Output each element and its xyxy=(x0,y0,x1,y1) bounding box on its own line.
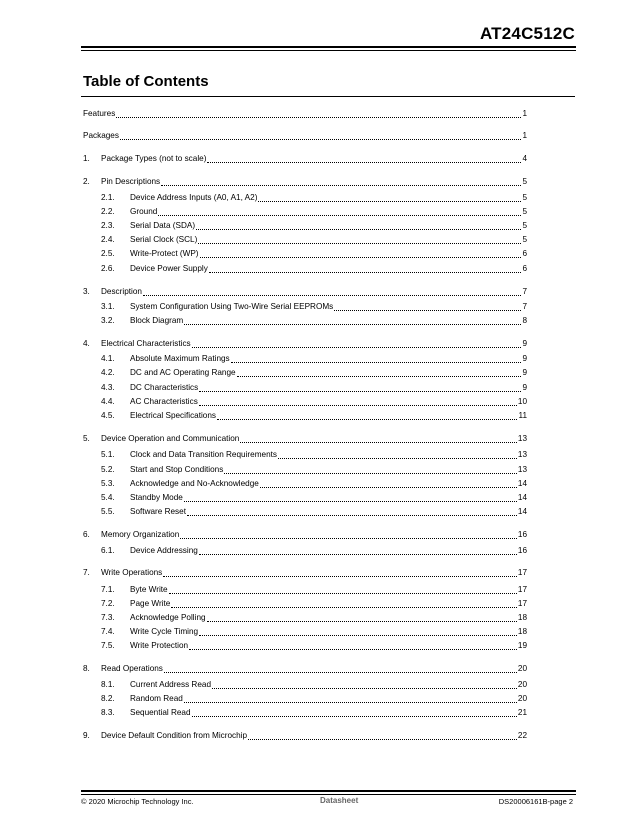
toc-entry[interactable] xyxy=(83,152,527,164)
toc-leader-dots xyxy=(199,405,517,406)
toc-entry-number: 8. xyxy=(83,664,90,673)
toc-entry-number: 5.4. xyxy=(101,493,115,502)
toc-leader-dots xyxy=(163,576,517,577)
toc-entry-page: 13 xyxy=(517,450,527,459)
toc-entry-page: 21 xyxy=(517,708,527,717)
toc-entry[interactable] xyxy=(83,205,527,217)
toc-leader-dots xyxy=(158,215,521,216)
toc-entry-title: Electrical Characteristics xyxy=(101,339,191,348)
toc-entry-number: 3.1. xyxy=(101,302,115,311)
toc-entry[interactable] xyxy=(83,566,527,578)
toc-entry-number: 4.4. xyxy=(101,397,115,406)
toc-entry[interactable] xyxy=(83,491,527,503)
toc-entry-number: 2.2. xyxy=(101,207,115,216)
toc-leader-dots xyxy=(217,419,517,420)
toc-leader-dots xyxy=(187,515,517,516)
toc-entry-page: 14 xyxy=(517,479,527,488)
footer-doc-type: Datasheet xyxy=(320,796,359,805)
toc-entry[interactable] xyxy=(83,729,527,741)
toc-leader-dots xyxy=(258,201,521,202)
doc-title: AT24C512C xyxy=(479,24,575,43)
toc-entry-title: Absolute Maximum Ratings xyxy=(130,354,230,363)
toc-entry-title: Pin Descriptions xyxy=(101,177,161,186)
toc-entry[interactable] xyxy=(83,409,527,421)
toc-entry-number: 5.3. xyxy=(101,479,115,488)
toc-entry-number: 3.2. xyxy=(101,316,115,325)
toc-entry-number: 4.3. xyxy=(101,383,115,392)
toc-leader-dots xyxy=(237,376,521,377)
toc-entry[interactable] xyxy=(83,597,527,609)
toc-entry[interactable] xyxy=(83,463,527,475)
toc-leader-dots xyxy=(199,635,517,636)
toc-leader-dots xyxy=(120,139,521,140)
toc-entry[interactable] xyxy=(83,191,527,203)
toc-entry-page: 9 xyxy=(522,339,527,348)
toc-entry[interactable] xyxy=(83,285,527,297)
toc-leader-dots xyxy=(212,688,517,689)
toc-entry-title: Standby Mode xyxy=(130,493,183,502)
toc-entry-page: 8 xyxy=(522,316,527,325)
toc-entry-page: 20 xyxy=(517,680,527,689)
toc-entry-title: Software Reset xyxy=(130,507,186,516)
toc-entry-page: 22 xyxy=(517,731,527,740)
toc-entry-title: Write Operations xyxy=(101,568,163,577)
toc-entry-page: 5 xyxy=(522,221,527,230)
toc-entry-number: 6. xyxy=(83,530,90,539)
toc-entry-title: Device Addressing xyxy=(130,546,198,555)
toc-entry-title: Clock and Data Transition Requirements xyxy=(130,450,277,459)
toc-entry-title: Start and Stop Conditions xyxy=(130,465,224,474)
toc-entry-number: 5.2. xyxy=(101,465,115,474)
toc-entry[interactable] xyxy=(83,477,527,489)
toc-entry[interactable] xyxy=(83,175,527,187)
toc-entry-title: Description xyxy=(101,287,142,296)
toc-entry-number: 3. xyxy=(83,287,90,296)
toc-entry-number: 2.5. xyxy=(101,249,115,258)
toc-entry-number: 7.3. xyxy=(101,613,115,622)
toc-entry-page: 5 xyxy=(522,177,527,186)
toc-entry-number: 7. xyxy=(83,568,90,577)
toc-entry-page: 9 xyxy=(522,383,527,392)
toc-entry-title: Acknowledge Polling xyxy=(130,613,206,622)
toc-entry-page: 16 xyxy=(517,546,527,555)
toc-entry-page: 6 xyxy=(522,264,527,273)
toc-entry-title: Current Address Read xyxy=(130,680,212,689)
toc-entry-page: 17 xyxy=(517,599,527,608)
toc-entry-number: 8.1. xyxy=(101,680,115,689)
toc-entry-title: System Configuration Using Two-Wire Serial EEPROMs xyxy=(130,302,334,311)
toc-leader-dots xyxy=(143,295,521,296)
toc-entry-page: 1 xyxy=(522,109,527,118)
toc-entry-number: 7.4. xyxy=(101,627,115,636)
toc-entry-number: 8.2. xyxy=(101,694,115,703)
toc-entry-title: Write-Protect (WP) xyxy=(130,249,199,258)
toc-entry[interactable] xyxy=(83,247,527,259)
toc-entry-number: 2.4. xyxy=(101,235,115,244)
toc-entry[interactable] xyxy=(83,300,527,312)
toc-entry[interactable] xyxy=(83,219,527,231)
toc-entry-page: 5 xyxy=(522,193,527,202)
toc-entry-page: 20 xyxy=(517,664,527,673)
toc-entry-title: Package Types (not to scale) xyxy=(101,154,207,163)
toc-entry-number: 9. xyxy=(83,731,90,740)
toc-entry-number: 7.2. xyxy=(101,599,115,608)
toc-entry-number: 5. xyxy=(83,434,90,443)
toc-leader-dots xyxy=(248,739,517,740)
toc-entry-title: Read Operations xyxy=(101,664,163,673)
toc-entry[interactable] xyxy=(83,381,527,393)
toc-leader-dots xyxy=(209,272,521,273)
toc-entry-page: 18 xyxy=(517,613,527,622)
toc-entry-title: Device Default Condition from Microchip xyxy=(101,731,248,740)
toc-leader-dots xyxy=(240,442,517,443)
toc-entry-number: 2.6. xyxy=(101,264,115,273)
toc-entry[interactable] xyxy=(83,395,527,407)
toc-leader-dots xyxy=(192,716,517,717)
toc-entry-page: 11 xyxy=(518,411,527,420)
toc-entry[interactable] xyxy=(83,129,527,141)
footer-copyright: © 2020 Microchip Technology Inc. xyxy=(81,797,194,806)
toc-entry-title: Packages xyxy=(83,131,119,140)
toc-entry-page: 18 xyxy=(517,627,527,636)
toc-entry[interactable] xyxy=(83,432,527,444)
toc-entry-title: Write Protection xyxy=(130,641,189,650)
toc-entry-title: Byte Write xyxy=(130,585,168,594)
toc-entry-number: 4. xyxy=(83,339,90,348)
toc-entry-page: 19 xyxy=(517,641,527,650)
toc-entry[interactable] xyxy=(83,706,527,718)
toc-entry-title: Sequential Read xyxy=(130,708,191,717)
toc-entry[interactable] xyxy=(83,233,527,245)
toc-entry-page: 13 xyxy=(517,434,527,443)
toc-entry-number: 6.1. xyxy=(101,546,115,555)
toc-entry-title: Serial Data (SDA) xyxy=(130,221,196,230)
footer-page-ref: DS20006161B-page 2 xyxy=(498,797,573,806)
toc-entry[interactable] xyxy=(83,107,527,119)
toc-leader-dots xyxy=(164,672,517,673)
toc-leader-dots xyxy=(184,702,517,703)
toc-leader-dots xyxy=(184,324,521,325)
toc-leader-dots xyxy=(192,347,521,348)
toc-leader-dots xyxy=(184,501,517,502)
footer-rule-thin xyxy=(81,794,576,795)
toc-entry-number: 4.1. xyxy=(101,354,115,363)
toc-leader-dots xyxy=(224,473,517,474)
toc-leader-dots xyxy=(199,554,517,555)
toc-entry-number: 2.1. xyxy=(101,193,115,202)
toc-entry-page: 17 xyxy=(517,568,527,577)
toc-entry-number: 2.3. xyxy=(101,221,115,230)
toc-entry[interactable] xyxy=(83,678,527,690)
toc-entry-number: 5.5. xyxy=(101,507,115,516)
toc-entry[interactable] xyxy=(83,692,527,704)
toc-entry-page: 1 xyxy=(522,131,527,140)
toc-entry-title: Acknowledge and No-Acknowledge xyxy=(130,479,259,488)
toc-entry-page: 9 xyxy=(522,368,527,377)
toc-leader-dots xyxy=(231,362,521,363)
toc-entry[interactable] xyxy=(83,448,527,460)
toc-leader-dots xyxy=(199,391,521,392)
toc-entry[interactable] xyxy=(83,662,527,674)
toc-entry-page: 9 xyxy=(522,354,527,363)
toc-entry-page: 6 xyxy=(522,249,527,258)
toc-entry[interactable] xyxy=(83,314,527,326)
toc-entry-number: 2. xyxy=(83,177,90,186)
toc-leader-dots xyxy=(198,243,521,244)
toc-entry[interactable] xyxy=(83,625,527,637)
toc-entry-title: Serial Clock (SCL) xyxy=(130,235,198,244)
toc-leader-dots xyxy=(180,538,517,539)
toc-leader-dots xyxy=(207,162,521,163)
toc-entry-page: 5 xyxy=(522,235,527,244)
toc-entry-title: Electrical Specifications xyxy=(130,411,217,420)
toc-entry[interactable] xyxy=(83,583,527,595)
toc-entry-page: 20 xyxy=(517,694,527,703)
toc-leader-dots xyxy=(171,607,517,608)
toc-entry-page: 16 xyxy=(517,530,527,539)
toc-leader-dots xyxy=(207,621,517,622)
toc-entry-title: DC Characteristics xyxy=(130,383,199,392)
toc-entry-number: 8.3. xyxy=(101,708,115,717)
toc-entry-title: Block Diagram xyxy=(130,316,184,325)
toc-entry-title: Device Address Inputs (A0, A1, A2) xyxy=(130,193,258,202)
toc-leader-dots xyxy=(260,487,517,488)
toc-entry-number: 7.5. xyxy=(101,641,115,650)
toc-entry[interactable] xyxy=(83,337,527,349)
toc-entry-title: Memory Organization xyxy=(101,530,180,539)
toc-leader-dots xyxy=(169,593,517,594)
toc-entry-title: AC Characteristics xyxy=(130,397,198,406)
toc-entry-title: Device Power Supply xyxy=(130,264,208,273)
toc-entry[interactable] xyxy=(83,505,527,517)
toc-entry-page: 14 xyxy=(517,507,527,516)
toc-entry-page: 14 xyxy=(517,493,527,502)
toc-leader-dots xyxy=(200,257,521,258)
footer-rule xyxy=(81,790,576,792)
toc-entry-page: 4 xyxy=(522,154,527,163)
toc-leader-dots xyxy=(334,310,521,311)
toc-entry-title: Write Cycle Timing xyxy=(130,627,199,636)
toc-entry-page: 10 xyxy=(517,397,527,406)
toc-entry-title: Features xyxy=(83,109,116,118)
toc-entry-title: Device Operation and Communication xyxy=(101,434,240,443)
toc-leader-dots xyxy=(196,229,521,230)
toc-entry[interactable] xyxy=(83,262,527,274)
toc-entry-page: 7 xyxy=(522,302,527,311)
toc-leader-dots xyxy=(278,458,517,459)
toc-entry-title: DC and AC Operating Range xyxy=(130,368,236,377)
toc-entry[interactable] xyxy=(83,639,527,651)
toc-entry-page: 13 xyxy=(517,465,527,474)
toc-entry[interactable] xyxy=(83,544,527,556)
toc-entry-page: 7 xyxy=(522,287,527,296)
toc-entry[interactable] xyxy=(83,528,527,540)
toc-entry[interactable] xyxy=(83,366,527,378)
toc-entry-title: Page Write xyxy=(130,599,171,608)
toc-entry-number: 1. xyxy=(83,154,90,163)
toc-entry-page: 17 xyxy=(517,585,527,594)
toc-leader-dots xyxy=(116,117,521,118)
toc-heading: Table of Contents xyxy=(83,73,209,90)
toc-leader-dots xyxy=(189,649,517,650)
toc-entry-title: Ground xyxy=(130,207,158,216)
toc-entry-title: Random Read xyxy=(130,694,183,703)
toc-entry[interactable] xyxy=(83,352,527,364)
toc-entry[interactable] xyxy=(83,611,527,623)
toc-entry-number: 7.1. xyxy=(101,585,115,594)
toc-entry-number: 4.2. xyxy=(101,368,115,377)
toc-entry-number: 4.5. xyxy=(101,411,115,420)
toc-leader-dots xyxy=(161,185,521,186)
toc-entry-number: 5.1. xyxy=(101,450,115,459)
toc-entry-page: 5 xyxy=(522,207,527,216)
